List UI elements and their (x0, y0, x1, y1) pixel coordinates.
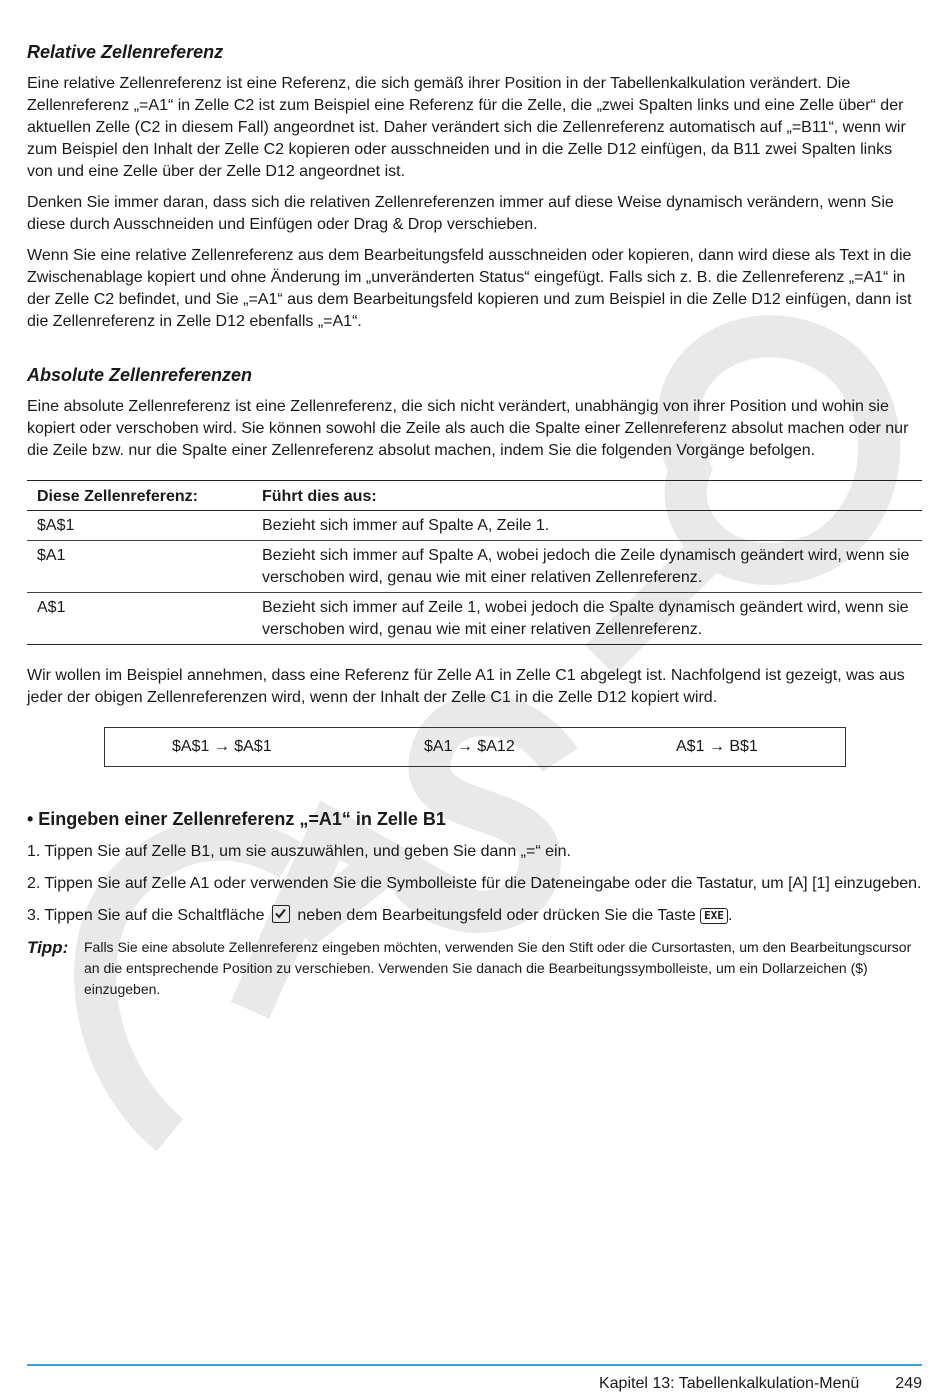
table-row (27, 593, 922, 645)
table-header-cell: Führt dies aus: (252, 481, 922, 511)
table-cell-description: Bezieht sich immer auf Spalte A, Zeile 1. (252, 511, 922, 541)
example-item: $A1 → $A12 (424, 738, 515, 755)
example-item: A$1 → B$1 (676, 738, 758, 755)
table-row (27, 541, 922, 593)
table-cell-reference: A$1 (37, 599, 66, 616)
section-heading-absolute: Absolute Zellenreferenzen (27, 365, 253, 385)
step-item: 2. Tippen Sie auf Zelle A1 oder verwenden Sie die Symbolleiste für die Dateneingabe oder die Tastatur, um [A] [1] einzugeben. (27, 875, 922, 892)
reference-table (27, 480, 922, 645)
paragraph: Wenn Sie eine relative Zellenreferenz aus dem Bearbeitungsfeld ausschneiden oder kopieren, dann wird diese als Text in die Zwischenablage kopiert und ohne Änderung im „unveränderten Status“ eingefügt. Falls sich z. B. die Zellenreferenz „=A1“ in der Zelle C2 befindet, und Sie „=A1“ aus dem Bearbeitungsfeld kopieren und zum Beispiel in die Zelle D12 einfügen, dann ist die Zellenreferenz in Zelle D12 ebenfalls „=A1“. (27, 247, 912, 330)
step-item (27, 905, 922, 927)
paragraph: Wir wollen im Beispiel annehmen, dass eine Referenz für Zelle A1 in Zelle C1 abgelegt ist. Nachfolgend ist gezeigt, was aus jeder der obigen Zellenreferenzen wird, wenn der Inhalt der Zelle C1 in die Zelle D12 kopiert wird. (27, 667, 905, 706)
table-header-cell: Diese Zellenreferenz: (27, 481, 252, 511)
procedure-steps (27, 841, 922, 927)
table-cell-reference: $A$1 (27, 511, 252, 541)
table-cell-reference: $A1 (27, 541, 252, 593)
step-item: 1. Tippen Sie auf Zelle B1, um sie auszuwählen, und geben Sie dann „=“ ein. (27, 843, 571, 860)
tip-label: Tipp: (27, 938, 69, 957)
step-text: neben dem Bearbeitungsfeld oder drücken Sie die Taste (297, 907, 696, 924)
exe-key-icon: EXE (700, 908, 728, 924)
page-content (27, 40, 922, 1000)
example-box (104, 727, 846, 767)
step-text: 3. Tippen Sie auf die Schaltfläche (27, 907, 265, 924)
checkmark-button-icon (272, 905, 290, 923)
tip-text: Falls Sie eine absolute Zellenreferenz eingeben möchten, verwenden Sie den Stift oder die Cursortasten, um den Bearbeitungscursor an die entsprechende Position zu verschieben. Verwenden Sie danach die Bearbeitungssymbolleiste, um ein Dollarzeichen ($) einzugeben. (84, 939, 912, 997)
tip-box (27, 937, 922, 1000)
paragraph: Eine absolute Zellenreferenz ist eine Zellenreferenz, die sich nicht verändert, unabhängig von ihrer Position und wohin sie kopiert oder verschoben wird. Sie können sowohl die Zeile als auch die Spalte einer Zellenreferenz absolut machen oder nur die Zeile bzw. nur die Spalte einer Zellenreferenz absolut machen, indem Sie die folgenden Vorgänge befolgen. (27, 398, 909, 459)
table-cell-description: Bezieht sich immer auf Spalte A, wobei jedoch die Zeile dynamisch geändert wird, wenn sie verschoben wird, genau wie mit einer relativen Zellenreferenz. (252, 541, 922, 593)
procedure-heading: • Eingeben einer Zellenreferenz „=A1“ in Zelle B1 (27, 809, 446, 829)
paragraph: Eine relative Zellenreferenz ist eine Referenz, die sich gemäß ihrer Position in der Tabellenkalkulation verändert. Die Zellenreferenz „=A1“ in Zelle C2 ist zum Beispiel eine Referenz für die Zelle, die „zwei Spalten links und eine Zelle über“ der aktuellen Zelle (C2 in diesem Fall) angeordnet ist. Daher verändert sich die Zellenreferenz automatisch auf „=B11“, wenn wir zum Beispiel den Inhalt der Zelle C2 kopieren oder ausschneiden und in die Zelle D12 einfügen, da B11 zwei Spalten links von und eine Zelle über der Zelle D12 angeordnet ist. (27, 75, 906, 180)
chapter-title: Kapitel 13: Tabellenkalkulation-Menü (598, 1375, 860, 1392)
footer-rule (27, 1364, 922, 1366)
table-row (27, 511, 922, 541)
step-text: . (727, 907, 733, 924)
table-cell-description: Bezieht sich immer auf Zeile 1, wobei jedoch die Spalte dynamisch geändert wird, wenn sie verschoben wird, genau wie mit einer relativen Zellenreferenz. (262, 599, 909, 638)
section-heading-relative: Relative Zellenreferenz (27, 42, 224, 62)
footer (599, 1375, 922, 1393)
paragraph: Denken Sie immer daran, dass sich die relativen Zellenreferenzen immer auf diese Weise dynamisch verändern, wenn Sie diese durch Ausschneiden und Einfügen oder Drag & Drop verschieben. (27, 194, 894, 233)
page-number: 249 (895, 1375, 922, 1392)
example-item: $A$1 → $A$1 (172, 738, 272, 755)
table-header-row (27, 481, 922, 511)
